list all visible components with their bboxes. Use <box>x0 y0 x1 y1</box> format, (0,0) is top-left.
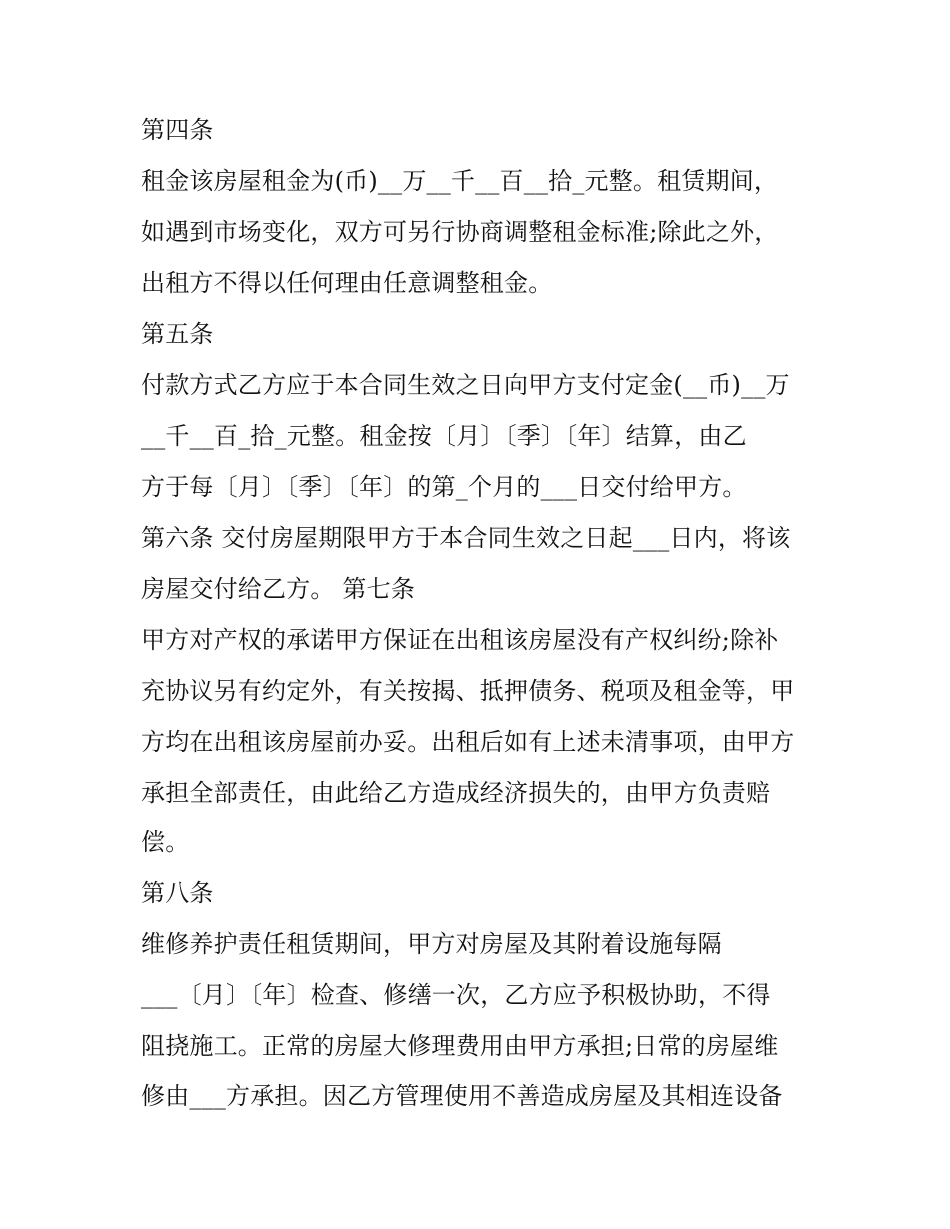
article-8-text-line-3: 阻挠施工。正常的房屋大修理费用由甲方承担;日常的房屋维 <box>141 1032 779 1060</box>
article-4-text-line-2: 如遇到市场变化，双方可另行协商调整租金标准;除此之外， <box>141 218 779 246</box>
article-5-text-line-1: 付款方式乙方应于本合同生效之日向甲方支付定金(__币)__万 <box>141 371 790 399</box>
article-6-text-line-1: 第六条 交付房屋期限甲方于本合同生效之日起___日内，将该 <box>141 524 791 552</box>
article-5-text-line-3: 方于每〔月〕〔季〕〔年〕的第_个月的___日交付给甲方。 <box>141 473 747 501</box>
article-5-text-line-2: __千__百_拾_元整。租金按〔月〕〔季〕〔年〕结算，由乙 <box>141 422 747 450</box>
article-8-text-line-2: ___〔月〕〔年〕检查、修缮一次，乙方应予积极协助，不得 <box>141 981 771 1009</box>
article-4-text-line-3: 出租方不得以任何理由任意调整租金。 <box>141 269 553 297</box>
article-7-text-line-2: 充协议另有约定外，有关按揭、抵押债务、税项及租金等，甲 <box>141 677 795 705</box>
article-8-text-line-1: 维修养护责任租赁期间，甲方对房屋及其附着设施每隔 <box>141 930 722 958</box>
article-7-text-line-3: 方均在出租该房屋前办妥。出租后如有上述未清事项，由甲方 <box>141 728 795 756</box>
article-7-text-line-1: 甲方对产权的承诺甲方保证在出租该房屋没有产权纠纷;除补 <box>141 626 779 654</box>
article-7-text-line-4: 承担全部责任，由此给乙方造成经济损失的，由甲方负责赔 <box>141 779 771 807</box>
article-4-text-line-1: 租金该房屋租金为(币)__万__千__百__拾_元整。租赁期间， <box>141 167 779 195</box>
article-6-text-line-2: 房屋交付给乙方。 第七条 <box>141 575 416 603</box>
article-5-heading: 第五条 <box>141 320 214 348</box>
article-8-text-line-4: 修由___方承担。因乙方管理使用不善造成房屋及其相连设备 <box>141 1082 783 1110</box>
article-7-text-line-5: 偿。 <box>141 828 190 856</box>
article-4-heading: 第四条 <box>141 116 214 144</box>
article-8-heading: 第八条 <box>141 879 214 907</box>
